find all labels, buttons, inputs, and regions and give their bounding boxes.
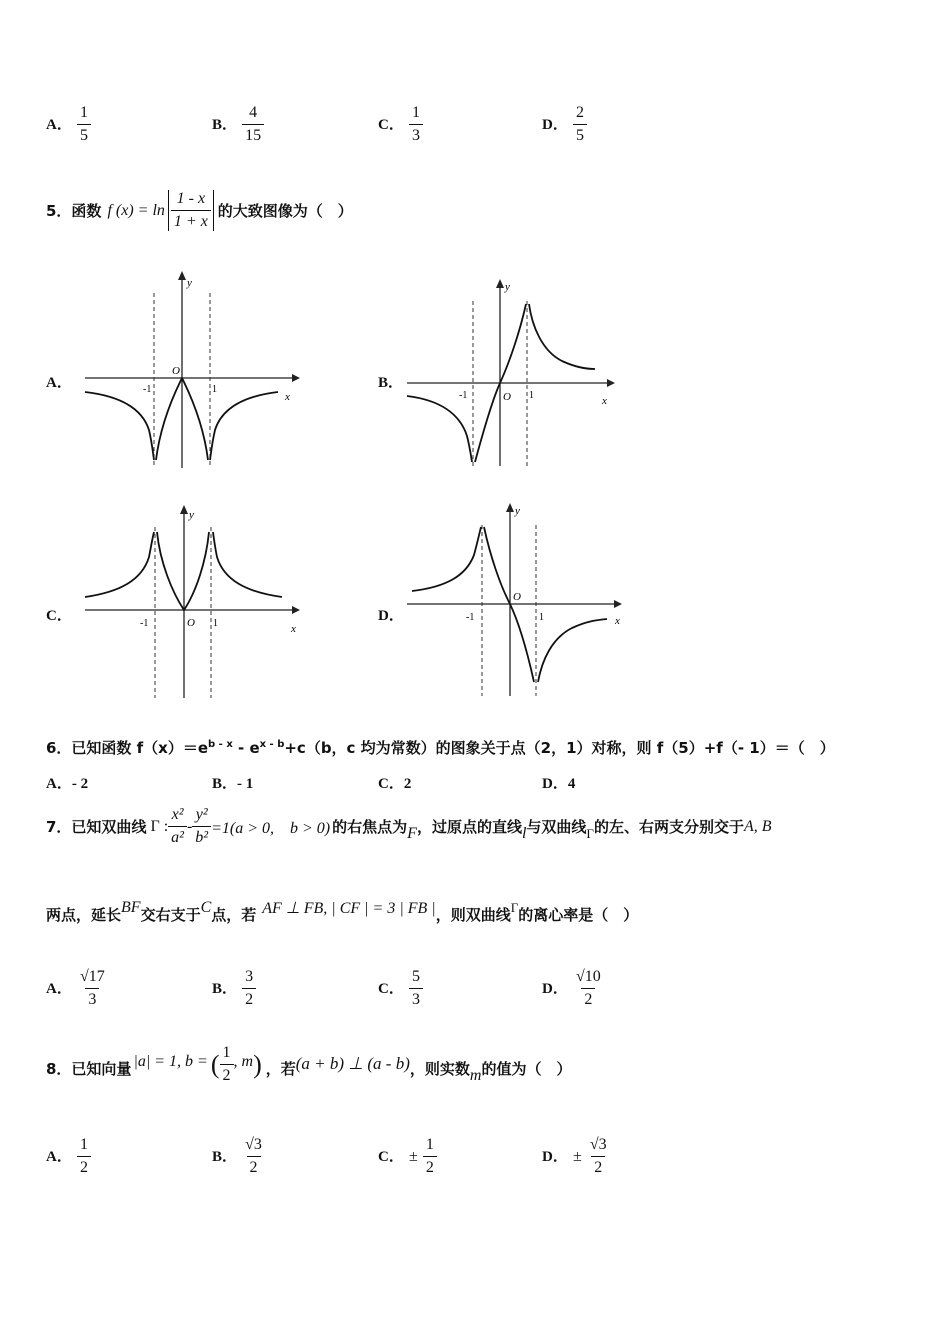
numerator: 1 <box>222 1044 231 1061</box>
denominator: 3 <box>85 988 99 1009</box>
q8-option-a[interactable] <box>46 1136 91 1177</box>
option-fraction <box>423 1136 437 1177</box>
q8-option-b[interactable] <box>212 1136 265 1177</box>
curve-right <box>213 532 282 597</box>
option-letter: C． <box>378 117 404 133</box>
curve-right <box>210 392 278 460</box>
curve-left <box>85 532 154 597</box>
q5-fraction <box>171 190 211 231</box>
option-value: - 1 <box>237 776 254 792</box>
denominator: 15 <box>242 124 264 145</box>
option-letter: A． <box>46 776 72 792</box>
option-fraction <box>242 1136 265 1177</box>
q8-m-in-vector: , m <box>233 1052 254 1070</box>
x-axis-arrow-icon <box>607 379 615 387</box>
q7-lead: 7．已知双曲线 <box>46 818 147 836</box>
denominator: 2 <box>242 988 256 1009</box>
option-letter: D． <box>542 117 568 133</box>
x-axis-arrow-icon <box>614 600 622 608</box>
tick-pos-label: 1 <box>529 390 534 401</box>
q6-exponent-2: x - b <box>259 739 285 750</box>
x-axis-label: x <box>615 615 620 627</box>
numerator: 1 <box>79 1136 88 1153</box>
q6-option-c[interactable] <box>378 772 411 793</box>
q8-option-c[interactable] <box>378 1136 437 1177</box>
denominator: 5 <box>77 124 91 145</box>
q8-lead: 8．已知向量 <box>46 1060 132 1078</box>
y-axis-label: y <box>515 505 520 517</box>
denominator: 5 <box>573 124 587 145</box>
q7-var-bf: BF <box>121 898 141 916</box>
q8-text-3: 的值为（ ） <box>481 1060 572 1078</box>
q7-stem-line2 <box>46 898 639 925</box>
denominator: 2 <box>423 1156 437 1177</box>
y-axis-arrow-icon <box>506 503 514 512</box>
q7-option-c[interactable] <box>378 968 423 1009</box>
denominator: 1 + x <box>171 210 211 231</box>
q7-frac-y <box>192 806 211 847</box>
origin-label: O <box>503 391 511 403</box>
origin-label: O <box>513 591 521 603</box>
q7-text-4: 的左、右两支分别交于 <box>593 818 744 836</box>
q6-exponent-1: b - x <box>208 739 233 750</box>
q8-text-2: ，则实数 <box>409 1060 470 1078</box>
denominator: 2 <box>247 1156 261 1177</box>
option-fraction <box>77 1136 91 1177</box>
graph-c-letter[interactable]: C． <box>46 608 72 624</box>
q7-condition-2: AF ⊥ FB, | CF | = 3 | FB | <box>262 899 436 917</box>
option-sign: ± <box>408 1148 418 1165</box>
numerator: √3 <box>589 1136 607 1153</box>
origin-label: O <box>172 365 180 377</box>
option-fraction <box>409 104 423 145</box>
curve-left <box>412 527 481 591</box>
tick-neg-label: -1 <box>140 618 149 629</box>
option-letter: C． <box>378 776 404 792</box>
graph-c[interactable] <box>80 502 300 702</box>
tick-neg-label: -1 <box>466 612 475 623</box>
option-letter: C． <box>378 1149 404 1165</box>
option-letter: C． <box>378 981 404 997</box>
tick-neg-label: -1 <box>143 384 152 395</box>
y-axis-arrow-icon <box>180 505 188 514</box>
q7-var-l: l <box>521 824 527 842</box>
q6-option-b[interactable] <box>212 772 253 793</box>
option-fraction <box>77 104 91 145</box>
q5-stem <box>46 190 353 231</box>
q7-gamma-2: Γ <box>586 825 594 841</box>
tick-neg-label: -1 <box>459 390 468 401</box>
numerator: √10 <box>575 968 601 985</box>
numerator: x² <box>171 806 184 823</box>
denominator: 3 <box>409 124 423 145</box>
numerator: 5 <box>411 968 420 985</box>
q6-stem <box>46 737 835 758</box>
curve-left <box>407 396 472 462</box>
q7-line2-c: 点，若 <box>211 906 257 924</box>
numerator: 1 <box>425 1136 434 1153</box>
option-letter: D． <box>542 1149 568 1165</box>
q7-var-f: F <box>407 824 417 842</box>
option-fraction <box>587 1136 610 1177</box>
x-axis-arrow-icon <box>292 606 300 614</box>
q7-condition: =1(a > 0, b > 0) <box>211 820 331 837</box>
curve-middle <box>157 532 209 610</box>
y-axis-arrow-icon <box>178 271 186 280</box>
q7-gamma-3: Γ <box>510 899 519 915</box>
q8-option-d[interactable] <box>542 1136 610 1177</box>
denominator: 2 <box>220 1064 234 1085</box>
q7-line2-a: 两点，延长 <box>46 906 122 924</box>
numerator: 2 <box>575 104 584 121</box>
option-letter: B． <box>212 117 238 133</box>
q5-function: f (x) = ln <box>107 201 165 219</box>
q6-mid: - e <box>232 739 260 757</box>
y-axis-label: y <box>505 281 510 293</box>
denominator: 2 <box>581 988 595 1009</box>
q7-frac-x <box>168 806 187 847</box>
q8-var-m: m <box>469 1066 482 1084</box>
option-sign: ± <box>572 1148 582 1165</box>
denominator: 2 <box>77 1156 91 1177</box>
q7-option-b[interactable] <box>212 968 256 1009</box>
option-fraction <box>242 968 256 1009</box>
q5-abs-value <box>168 190 214 231</box>
q5-number: 5．函数 <box>46 202 102 220</box>
option-letter: B． <box>212 1149 238 1165</box>
q8-vector: |a| = 1, b = <box>133 1052 208 1070</box>
curve-left <box>85 392 154 460</box>
graph-b[interactable] <box>402 276 617 471</box>
x-axis-label: x <box>291 623 296 635</box>
q7-text-1: 的右焦点为 <box>332 818 408 836</box>
graph-b-letter[interactable]: B． <box>378 375 404 391</box>
tick-pos-label: 1 <box>212 384 217 395</box>
q7-option-a[interactable] <box>46 968 108 1009</box>
numerator: √3 <box>245 1136 262 1153</box>
y-axis-arrow-icon <box>496 279 504 288</box>
q7-line2-d: ，则双曲线 <box>435 906 511 924</box>
q8-half <box>220 1044 234 1085</box>
q7-points-ab: A, B <box>743 817 772 835</box>
q6-tail: +c（b，c 均为常数）的图象关于点（2，1）对称，则 f（5）+f（- 1）＝（ ） <box>284 739 835 757</box>
numerator: 4 <box>249 104 258 121</box>
denominator: b² <box>192 826 211 847</box>
numerator: 3 <box>245 968 254 985</box>
x-axis-label: x <box>602 395 607 407</box>
numerator: 1 <box>79 104 88 121</box>
curve-right <box>529 304 595 369</box>
q7-line2-e: 的离心率是（ ） <box>518 906 639 924</box>
option-fraction <box>573 968 604 1009</box>
q4-option-a[interactable] <box>46 104 91 145</box>
denominator: a² <box>168 826 187 847</box>
numerator: √17 <box>79 968 105 985</box>
q4-option-b[interactable] <box>212 104 264 145</box>
option-letter: D． <box>542 776 568 792</box>
option-value: 4 <box>567 776 576 792</box>
numerator: y² <box>195 806 208 823</box>
x-axis-arrow-icon <box>292 374 300 382</box>
q7-option-d[interactable] <box>542 968 604 1009</box>
q6-option-d[interactable] <box>542 772 575 793</box>
graph-d-letter[interactable]: D． <box>378 608 404 624</box>
option-letter: A． <box>46 981 72 997</box>
q7-line2-b: 交右支于 <box>140 906 201 924</box>
y-axis-label: y <box>187 277 192 289</box>
option-fraction <box>242 104 264 145</box>
option-letter: B． <box>212 981 238 997</box>
q4-option-d[interactable] <box>542 104 587 145</box>
q7-gamma: Γ : <box>150 817 169 835</box>
q8-perp: (a + b) ⊥ (a - b) <box>295 1053 410 1073</box>
graph-d[interactable] <box>402 500 627 700</box>
q7-stem-line1: 7．已知双曲线 Γ : $\frac{\text{x²}}{\text{a²}}$ - $\frac{\text{y²}}{\text{b²}}$ =1(a > 0, b > 0) 的右焦点为 F ，过原点的直线 l 与双曲线 Γ 的左、右两支分别交于 A, B <box>46 806 772 846</box>
q8-text-1: ，若 <box>265 1060 296 1078</box>
q7-text-3: 与双曲线 <box>526 818 587 836</box>
tick-pos-label: 1 <box>539 612 544 623</box>
option-fraction <box>409 968 423 1009</box>
option-value: 2 <box>403 776 412 792</box>
q4-option-c[interactable] <box>378 104 423 145</box>
option-letter: D． <box>542 981 568 997</box>
q7-text-2: ，过原点的直线 <box>416 818 522 836</box>
tick-pos-label: 1 <box>213 618 218 629</box>
numerator: 1 <box>411 104 420 121</box>
option-fraction <box>573 104 587 145</box>
option-value: - 2 <box>71 776 89 792</box>
graph-a-letter[interactable]: A． <box>46 375 72 391</box>
numerator: 1 - x <box>176 190 206 207</box>
y-axis-label: y <box>189 509 194 521</box>
q7-var-c: C <box>200 898 212 916</box>
q5-tail: 的大致图像为（ ） <box>217 202 353 220</box>
graph-a[interactable] <box>80 268 300 473</box>
option-fraction <box>77 968 108 1009</box>
denominator: 3 <box>409 988 423 1009</box>
option-letter: B． <box>212 776 238 792</box>
q6-option-a[interactable] <box>46 772 88 793</box>
denominator: 2 <box>591 1156 605 1177</box>
curve-right <box>538 619 607 682</box>
option-letter: A． <box>46 117 72 133</box>
option-letter: A． <box>46 1149 72 1165</box>
q6-text: 6．已知函数 f（x）＝e <box>46 739 209 757</box>
x-axis-label: x <box>285 391 290 403</box>
q8-stem: 8．已知向量 |a| = 1, b = ( $\frac{1}{2}$ , m ) ，若 (a + b) ⊥ (a - b) ，则实数 m 的值为（ ） <box>46 1044 572 1084</box>
origin-label: O <box>187 617 195 629</box>
